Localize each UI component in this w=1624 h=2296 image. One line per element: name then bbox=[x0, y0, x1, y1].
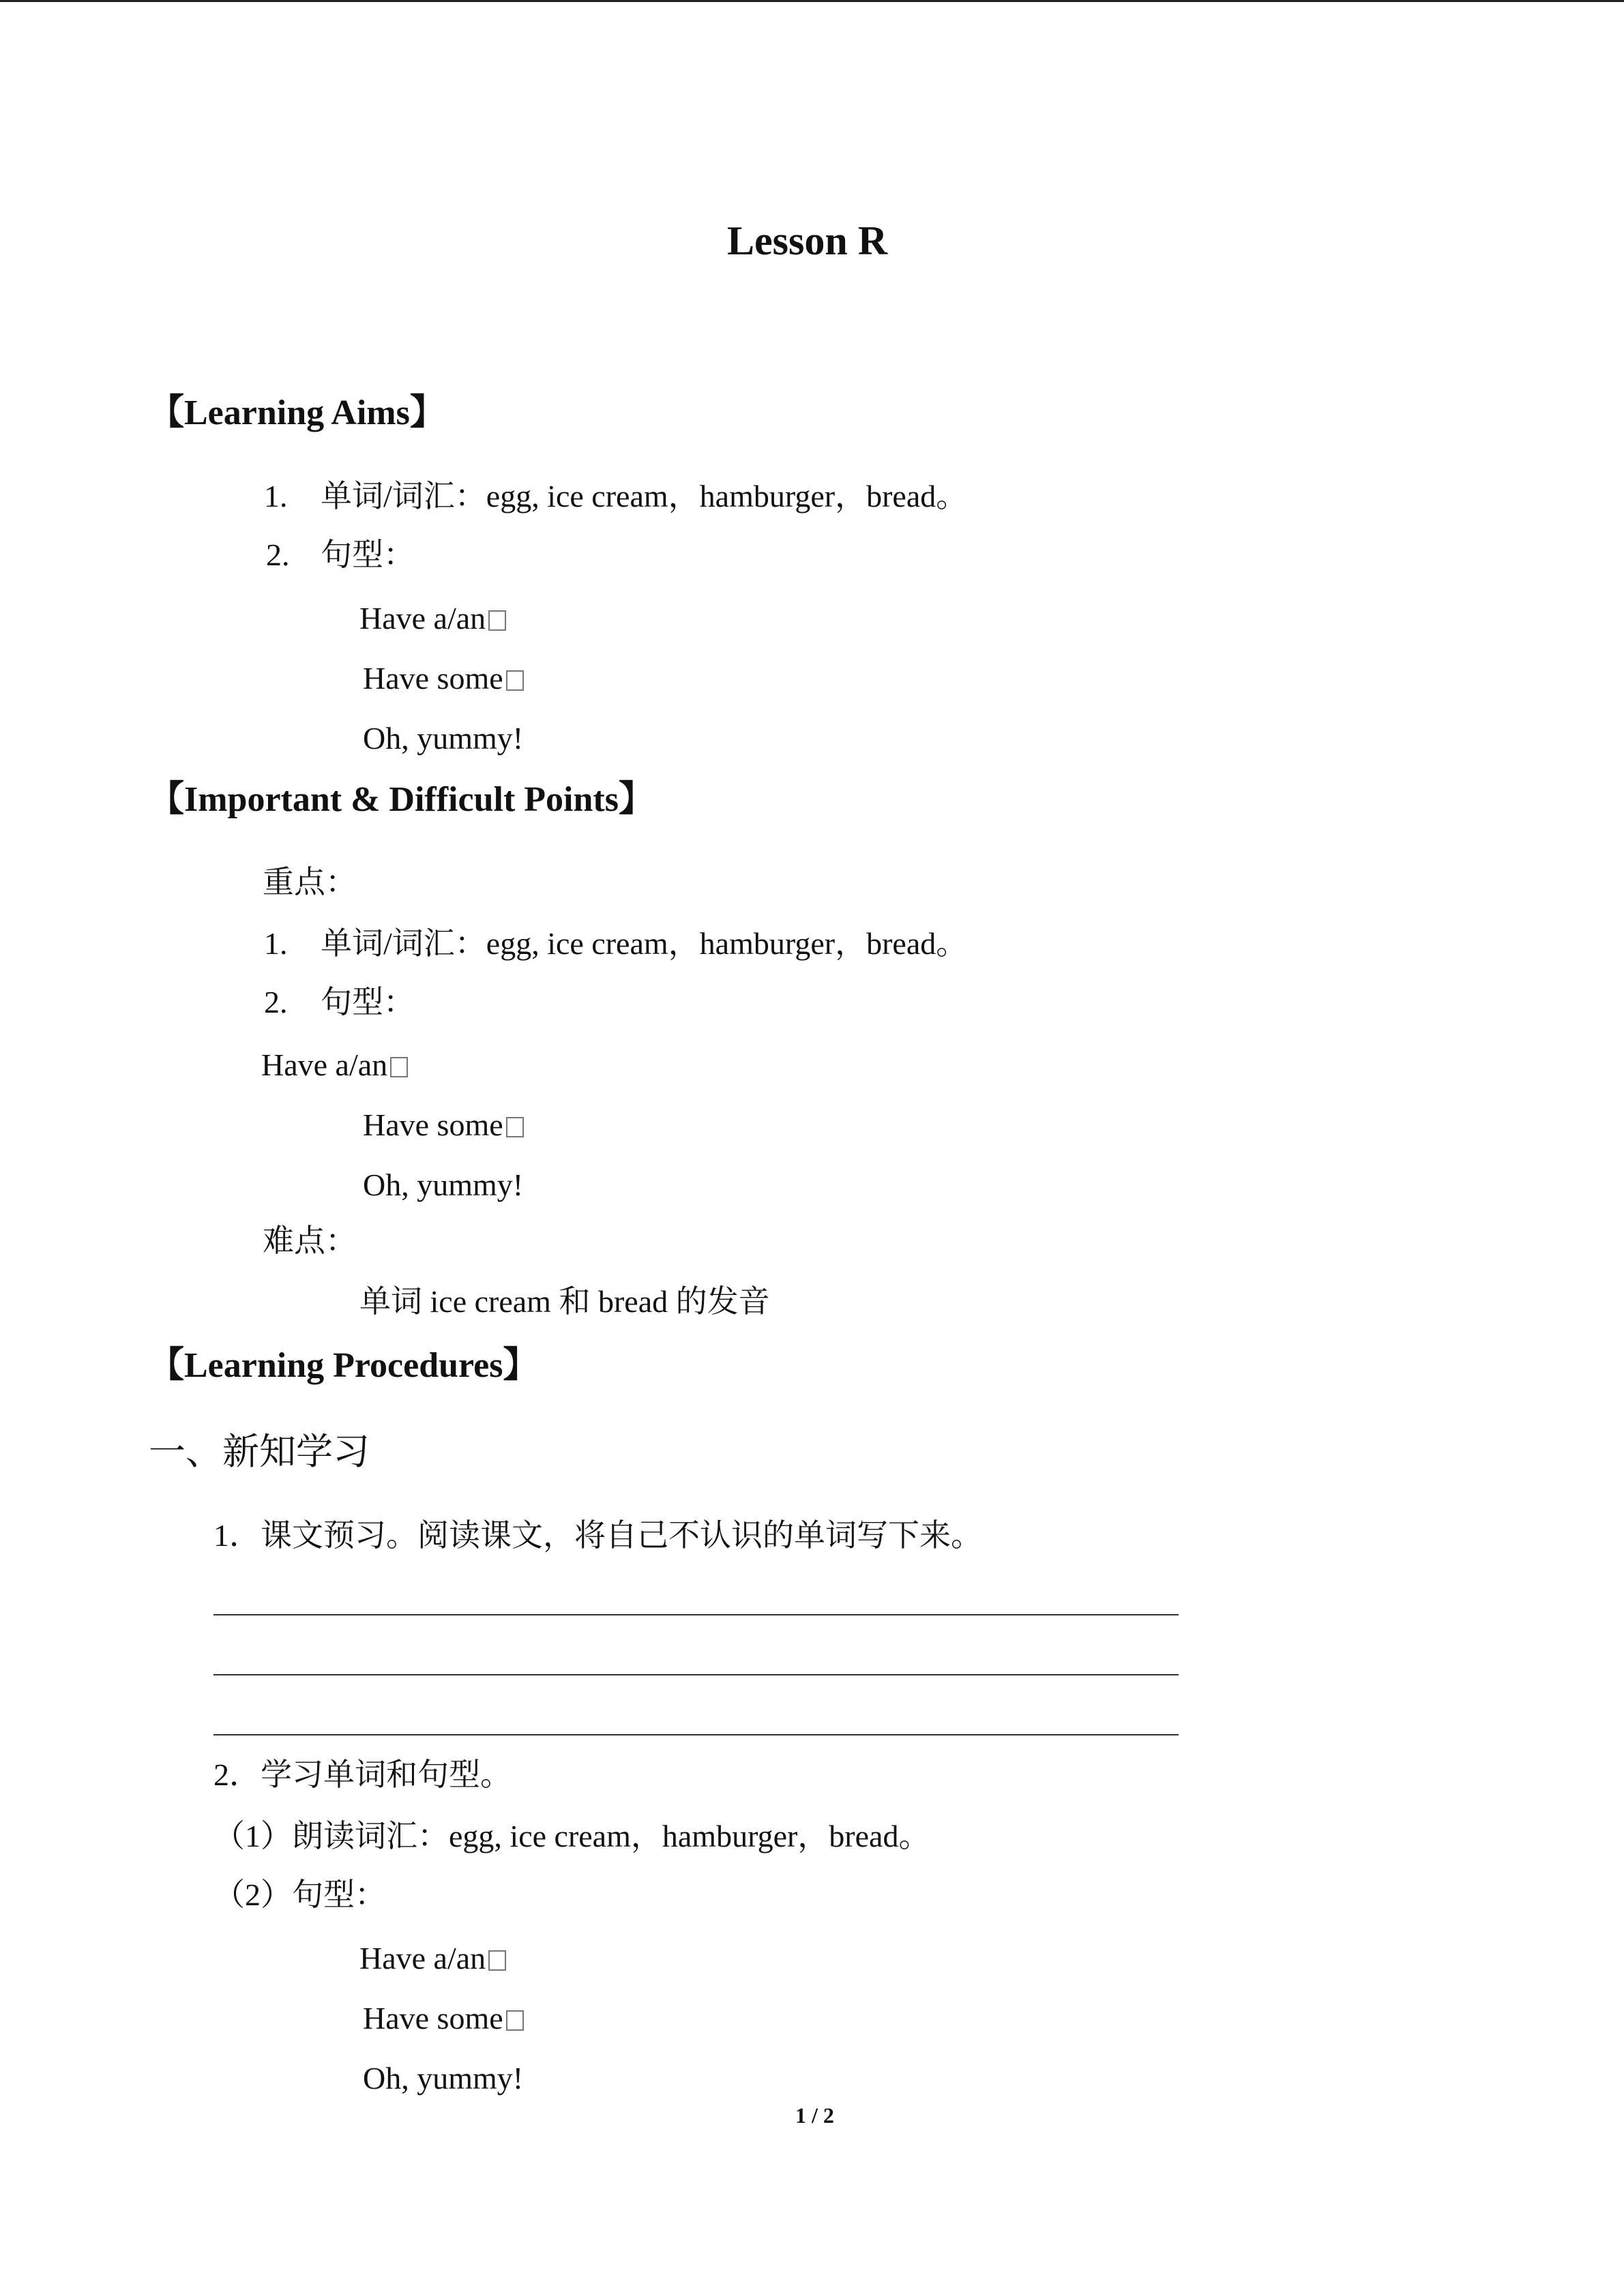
procedures-sentence-2: Have some bbox=[363, 2003, 524, 2034]
answer-line-3[interactable] bbox=[213, 1734, 1179, 1735]
points-item-2-text: 句型： bbox=[321, 985, 415, 1019]
points-sentence-1: Have a/an bbox=[261, 1049, 408, 1081]
task-2-sub-2: （2）句型： bbox=[213, 1877, 386, 1912]
procedures-sentence-3: Oh, yummy! bbox=[363, 2061, 524, 2096]
aims-item-1-text: 单词/词汇：egg, ice cream，hamburger，bread。 bbox=[321, 479, 968, 513]
points-item-1-number: 1. bbox=[264, 926, 288, 961]
missing-glyph-box bbox=[506, 1117, 524, 1137]
points-sentence-2: Have some bbox=[363, 1109, 524, 1141]
page-number: 1 / 2 bbox=[795, 2103, 834, 2128]
answer-line-2[interactable] bbox=[213, 1674, 1179, 1675]
part-heading-new-knowledge: 一、新知学习 bbox=[149, 1431, 370, 1472]
section-heading-learning-procedures: 【Learning Procedures】 bbox=[149, 1346, 539, 1385]
aims-sentence-2: Have some bbox=[363, 663, 524, 694]
aims-item-2-number: 2. bbox=[266, 537, 290, 572]
section-heading-learning-aims: 【Learning Aims】 bbox=[149, 393, 445, 432]
task-2-instruction: 2．学习单词和句型。 bbox=[213, 1757, 512, 1792]
points-item-1-text: 单词/词汇：egg, ice cream，hamburger，bread。 bbox=[321, 926, 968, 961]
difficult-points-text: 单词 ice cream 和 bread 的发音 bbox=[359, 1284, 770, 1319]
missing-glyph-box bbox=[488, 1950, 506, 1971]
answer-line-1[interactable] bbox=[213, 1614, 1179, 1615]
procedures-sentence-1: Have a/an bbox=[359, 1943, 506, 1974]
key-points-label: 重点： bbox=[263, 865, 357, 899]
points-sentence-3: Oh, yummy! bbox=[363, 1167, 524, 1202]
aims-item-2-text: 句型： bbox=[321, 537, 415, 572]
missing-glyph-box bbox=[390, 1057, 408, 1077]
section-heading-important-difficult-points: 【Important & Difficult Points】 bbox=[149, 780, 654, 819]
points-item-2-number: 2. bbox=[264, 985, 288, 1019]
aims-item-1-number: 1. bbox=[264, 479, 288, 513]
aims-sentence-3: Oh, yummy! bbox=[363, 721, 524, 756]
task-2-sub-1: （1）朗读词汇：egg, ice cream，hamburger，bread。 bbox=[213, 1819, 930, 1853]
difficult-points-label: 难点： bbox=[263, 1223, 357, 1258]
page-top-border bbox=[0, 0, 1624, 2]
page-title: Lesson R bbox=[727, 218, 888, 263]
missing-glyph-box bbox=[488, 610, 506, 631]
missing-glyph-box bbox=[506, 2010, 524, 2031]
task-1-instruction: 1．课文预习。阅读课文，将自己不认识的单词写下来。 bbox=[213, 1518, 982, 1553]
aims-sentence-1: Have a/an bbox=[359, 603, 506, 634]
missing-glyph-box bbox=[506, 670, 524, 691]
